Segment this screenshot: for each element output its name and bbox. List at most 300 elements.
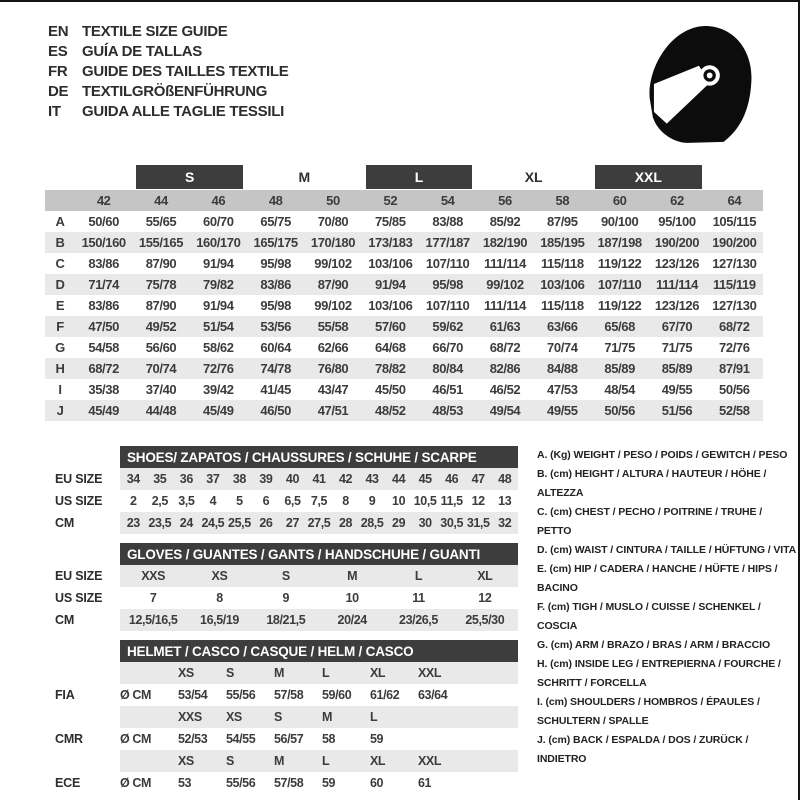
measurement-value: 119/122 [597,298,642,313]
helmet-row [55,750,518,772]
measurement-row [45,232,763,253]
shoes-value: 2 [129,494,137,508]
measurement-value: 37/40 [145,382,177,397]
gloves-value: XS [211,569,228,583]
measurement-value: 61/63 [489,319,521,334]
shoes-value: 40 [285,472,299,486]
measurement-value: 155/165 [138,235,184,250]
measurement-value: 185/195 [540,235,585,250]
measurement-value: 47/50 [88,319,119,334]
helmet-value: Ø CM [120,688,152,702]
helmet-cert-label: ECE [55,776,81,790]
helmet-value: M [274,666,285,680]
gloves-value: 10 [345,591,359,605]
language-code: FR [48,62,68,80]
measurement-value: 39/42 [203,382,234,397]
measurement-value: 115/118 [540,256,584,271]
helmet-value: Ø CM [120,776,152,790]
measurement-value: 107/110 [425,256,470,271]
measurement-value: 170/180 [310,235,356,250]
shoes-value: 9 [368,494,376,508]
measurement-value: 74/78 [260,361,291,376]
measurement-value: 87/95 [547,214,578,229]
helmet-value: 55/56 [226,688,256,702]
row-letter: D [55,277,65,292]
gloves-row [55,565,518,587]
measurement-value: 83/88 [432,214,463,229]
shoes-value: 5 [236,494,243,508]
row-letter: G [55,340,65,355]
size-number-cell: 62 [670,193,684,208]
measurement-value: 58/62 [203,340,234,355]
gloves-value: 18/21,5 [266,613,306,627]
measurement-value: 67/70 [661,319,693,334]
shoes-value: 29 [392,516,406,530]
measurement-value: 55/58 [317,319,349,334]
gloves-value: 20/24 [337,613,367,627]
shoes-value: 31,5 [466,516,490,530]
measurement-value: 49/55 [547,403,578,418]
measurement-value: 50/60 [88,214,119,229]
measurement-rows [45,211,763,421]
measurement-value: 68/72 [489,340,521,355]
gloves-value: 23/26,5 [399,613,438,627]
measurement-value: 71/75 [661,340,693,355]
helmet-cert-label [55,662,120,684]
measurement-value: 82/86 [489,361,521,376]
gloves-section [55,543,518,631]
shoes-value: 27 [285,516,299,530]
size-number-cell: 54 [440,193,455,208]
helmet-cert-label [55,750,120,772]
shoes-value: 30,5 [440,516,464,530]
language-title-list [48,21,288,121]
helmet-value: XS [178,666,194,680]
gloves-value: XXS [141,569,166,583]
measurement-value: 44/48 [145,403,177,418]
helmet-value: S [274,710,282,724]
shoes-value: 47 [471,472,485,486]
measurement-value: 85/89 [661,361,693,376]
gloves-value: L [414,569,423,583]
measurement-value: 76/80 [317,361,349,376]
helmet-value: M [322,710,333,724]
measurement-value: 52/58 [719,403,750,418]
size-number-cell: 58 [555,193,570,208]
helmet-row [55,706,518,728]
measurement-value: 46/51 [432,382,463,397]
shoes-value: 48 [498,472,512,486]
measurement-value: 187/198 [597,235,642,250]
shoes-value: 23,5 [148,516,172,530]
helmet-value: 59 [322,776,336,790]
size-band-cell [706,165,763,189]
measurement-value: 46/50 [260,403,291,418]
measurement-value: 99/102 [314,298,352,313]
measurement-value: 91/94 [375,277,406,292]
size-number-cell: 60 [612,193,627,208]
size-band-cell: M [298,169,311,185]
shoes-row [55,490,518,512]
measurement-value: 70/74 [547,340,578,355]
shoes-value: 6,5 [284,494,301,508]
measurement-value: 62/66 [317,340,349,355]
shoes-value: 41 [312,472,326,486]
shoes-row-label: US SIZE [55,494,103,508]
helmet-value: XL [370,754,386,768]
gloves-value: 9 [282,591,290,605]
shoes-value: 4 [209,494,217,508]
shoes-row-label: CM [55,516,75,530]
measurement-value: 64/68 [375,340,406,355]
measurement-value: 177/187 [425,235,470,250]
measurement-value: 95/98 [260,256,291,271]
gloves-row [55,609,518,631]
helmet-value: 55/56 [226,776,256,790]
measurement-value: 45/50 [375,382,406,397]
measurement-value: 65/75 [260,214,291,229]
measurement-value: 47/51 [317,403,349,418]
row-letter: B [55,235,65,250]
shoes-value: 42 [338,472,353,486]
measurement-value: 65/68 [604,319,635,334]
shoes-value: 34 [126,472,140,486]
measurement-row [45,211,763,232]
shoes-section [55,446,518,534]
shoes-value: 6 [262,494,270,508]
language-code: DE [48,82,69,100]
size-band-cell [45,165,132,189]
language-title: TEXTILGRÖßENFÜHRUNG [82,82,268,100]
measurement-value: 48/52 [375,403,406,418]
helmet-value: 52/53 [178,732,208,746]
legend-entry: E. (cm) HIP / CADERA / HANCHE / HÜFTE / HIPS / BACINO [537,563,778,594]
measurement-value: 70/80 [317,214,349,229]
helmet-value: XXL [418,666,442,680]
measurement-value: 119/122 [597,256,642,271]
measurement-value: 75/78 [145,277,177,292]
helmet-row [55,772,518,794]
measurement-value: 90/100 [600,214,639,229]
legend-entry: A. (Kg) WEIGHT / PESO / POIDS / GEWITCH / PESO [537,449,788,461]
measurement-value: 111/114 [483,256,527,271]
gloves-row-label: EU SIZE [55,569,103,583]
shoes-row [55,512,518,534]
shoes-value: 13 [498,494,512,508]
helmet-value: S [226,754,234,768]
size-number-cell: 46 [211,193,226,208]
measurement-value: 123/126 [654,298,700,313]
helmet-section [55,640,518,794]
legend-entry: H. (cm) INSIDE LEG / ENTREPIERNA / FOURCHE / SCHRITT / FORCELLA [537,658,781,689]
helmet-cert-label [55,706,120,728]
measurement-value: 80/84 [432,361,463,376]
shoes-value: 44 [392,472,406,486]
measurement-value: 99/102 [486,277,524,292]
measurement-value: 103/106 [540,277,585,292]
measurement-value: 115/118 [540,298,584,313]
measurement-value: 70/74 [145,361,177,376]
shoes-value: 27,5 [307,516,331,530]
measurement-value: 78/82 [375,361,406,376]
measurement-value: 49/52 [145,319,177,334]
row-letter: F [56,319,64,334]
measurement-value: 51/56 [661,403,693,418]
measurement-value: 56/60 [145,340,177,355]
measurement-value: 43/47 [317,382,349,397]
measurement-value: 48/54 [604,382,635,397]
helmet-value: 61/62 [370,688,400,702]
measurement-value: 95/100 [658,214,696,229]
legend-entry: D. (cm) WAIST / CINTURA / TAILLE / HÜFTUNG / VITA [537,544,797,556]
helmet-value: 58 [322,732,336,746]
helmet-value: 59 [370,732,384,746]
shoes-value: 30 [418,516,432,530]
measurement-value: 71/75 [604,340,635,355]
row-letter: A [55,214,65,229]
shoes-value: 39 [259,472,273,486]
measurement-value: 105/115 [712,214,757,229]
language-title-row [48,101,288,121]
measurement-value: 95/98 [260,298,291,313]
row-letter: J [56,403,64,418]
helmet-value: 57/58 [274,776,304,790]
measurement-value: 165/175 [253,235,298,250]
measurement-value: 127/130 [712,298,757,313]
helmet-rows [55,662,518,794]
row-letter: I [58,382,62,397]
measurement-legend [537,446,797,769]
measurement-value: 45/49 [88,403,119,418]
measurement-value: 127/130 [712,256,757,271]
size-number-cell: 48 [268,193,283,208]
shoes-value: 35 [153,472,167,486]
size-band-cell: XL [524,169,543,185]
helmet-value: XL [370,666,386,680]
measurement-value: 107/110 [597,277,642,292]
measurement-value: 123/126 [654,256,700,271]
language-title: GUÍA DE TALLAS [82,42,202,60]
helmet-row [55,684,518,706]
gloves-value: 7 [149,591,157,605]
measurement-value: 111/114 [483,298,527,313]
helmet-value: 59/60 [322,688,352,702]
measurement-value: 173/183 [368,235,413,250]
size-number-header-row [45,190,763,211]
row-letter: C [55,256,65,271]
legend-entry: J. (cm) BACK / ESPALDA / DOS / ZURÜCK / INDIETRO [537,734,749,765]
measurement-value: 59/62 [432,319,463,334]
measurement-row [45,379,763,400]
measurement-value: 55/65 [145,214,177,229]
measurement-value: 72/76 [203,361,234,376]
gloves-value: XL [477,569,493,583]
measurement-value: 182/190 [482,235,528,250]
measurement-value: 190/200 [712,235,757,250]
language-title: GUIDA ALLE TAGLIE TESSILI [82,102,284,120]
measurement-value: 72/76 [719,340,750,355]
measurement-value: 60/64 [260,340,291,355]
measurement-value: 84/88 [547,361,578,376]
helmet-value: 53 [178,776,192,790]
measurement-value: 83/86 [88,256,119,271]
row-letter: E [55,298,65,313]
measurement-value: 87/90 [145,256,177,271]
measurement-value: 75/85 [375,214,406,229]
shoes-value: 32 [498,516,512,530]
measurement-value: 71/74 [88,277,119,292]
shoes-value: 37 [206,472,220,486]
gloves-row-label: CM [55,613,75,627]
language-title: TEXTILE SIZE GUIDE [82,22,228,40]
measurement-value: 111/114 [655,277,699,292]
size-band-cell: XXL [595,165,702,189]
measurement-value: 46/52 [489,382,521,397]
measurement-value: 63/66 [547,319,578,334]
measurement-value: 49/55 [661,382,693,397]
shoes-value: 3,5 [178,494,195,508]
measurement-value: 99/102 [314,256,352,271]
shoes-value: 10,5 [413,494,437,508]
helmet-row [55,728,518,750]
measurement-row [45,253,763,274]
helmet-value: 60 [370,776,384,790]
language-code: EN [48,22,69,40]
language-code: ES [48,42,68,60]
measurement-value: 50/56 [719,382,750,397]
shoes-value: 45 [418,472,432,486]
language-title: GUIDE DES TAILLES TEXTILE [82,62,289,80]
helmet-value: S [226,666,234,680]
measurement-value: 83/86 [88,298,119,313]
measurement-value: 48/53 [432,403,463,418]
size-number-cell: 44 [154,193,168,208]
helmet-value: XXS [178,710,202,724]
measurement-value: 60/70 [203,214,234,229]
legend-entry: G. (cm) ARM / BRAZO / BRAS / ARM / BRACCIO [537,639,771,651]
shoes-value: 10 [392,494,406,508]
shoes-value: 43 [365,472,379,486]
language-title-row [48,21,288,41]
helmet-value: L [322,666,330,680]
size-number-cell: 52 [383,193,398,208]
measurement-row [45,358,763,379]
measurement-value: 103/106 [368,256,413,271]
helmet-value: 54/55 [226,732,256,746]
shoes-value: 26 [259,516,273,530]
measurement-row [45,337,763,358]
textile-size-table [45,164,763,421]
measurement-row [45,316,763,337]
shoes-row-label: EU SIZE [55,472,103,486]
helmet-value: XXL [418,754,442,768]
legend-entry: F. (cm) TIGH / MUSLO / CUISSE / SCHENKEL / COSCIA [537,601,761,632]
shoes-section-header: SHOES/ ZAPATOS / CHAUSSURES / SCHUHE / SCARPE [120,446,518,468]
measurement-row [45,274,763,295]
language-title-row [48,81,288,101]
helmet-value: 57/58 [274,688,304,702]
language-title-row [48,61,288,81]
shoes-value: 24 [179,516,193,530]
measurement-value: 54/58 [88,340,119,355]
gloves-row-label: US SIZE [55,591,103,605]
gloves-value: 11 [412,591,425,605]
helmet-value: Ø CM [120,732,152,746]
measurement-value: 35/38 [88,382,119,397]
shoes-value: 46 [445,472,459,486]
helmet-cert-label: FIA [55,688,75,702]
helmet-cert-label: CMR [55,732,83,746]
measurement-value: 87/90 [145,298,177,313]
gloves-row [55,587,518,609]
measurement-value: 68/72 [88,361,119,376]
helmet-row [55,662,518,684]
shoes-value: 8 [342,494,349,508]
shoes-rows [55,468,518,534]
size-band-cell: L [366,165,473,189]
gloves-section-header: GLOVES / GUANTES / GANTS / HANDSCHUHE / GUANTI [120,543,518,565]
measurement-value: 85/89 [604,361,635,376]
shoes-value: 36 [179,472,193,486]
measurement-value: 150/160 [81,235,126,250]
shoes-value: 28 [338,516,353,530]
measurement-value: 57/60 [375,319,406,334]
measurement-value: 87/91 [719,361,750,376]
measurement-value: 190/200 [654,235,700,250]
measurement-value: 45/49 [203,403,234,418]
measurement-value: 85/92 [489,214,521,229]
shoes-value: 7,5 [310,494,328,508]
gloves-value: 12,5/16,5 [128,613,178,627]
measurement-value: 91/94 [203,298,234,313]
measurement-value: 160/170 [196,235,241,250]
helmet-section-header: HELMET / CASCO / CASQUE / HELM / CASCO [120,640,518,662]
gloves-value: 25,5/30 [465,613,505,627]
measurement-value: 51/54 [203,319,234,334]
shoes-value: 25,5 [228,516,251,530]
measurement-value: 83/86 [260,277,291,292]
gloves-value: 12 [478,591,492,605]
helmet-value: L [322,754,330,768]
measurement-value: 79/82 [203,277,234,292]
size-band-cell: S [136,165,243,189]
gloves-value: 16,5/19 [200,613,239,627]
measurement-value: 95/98 [432,277,463,292]
shoes-value: 11,5 [440,494,463,508]
size-number-cell: 64 [727,193,742,208]
measurement-row [45,295,763,316]
helmet-value: XS [178,754,194,768]
gloves-rows [55,565,518,631]
size-number-cell: 42 [96,193,111,208]
language-code: IT [48,102,61,120]
measurement-value: 115/119 [712,277,756,292]
helmet-value: 61 [418,776,432,790]
shoes-value: 2,5 [151,494,168,508]
helmet-value: 63/64 [418,688,448,702]
helmet-value: M [274,754,285,768]
measurement-value: 68/72 [719,319,750,334]
measurement-value: 87/90 [317,277,349,292]
language-title-row [48,41,288,61]
helmet-value: L [370,710,378,724]
shoes-value: 23 [126,516,140,530]
measurement-value: 103/106 [368,298,413,313]
shoes-value: 12 [471,494,485,508]
measurement-value: 66/70 [432,340,463,355]
gloves-value: 8 [216,591,223,605]
frame-top-border [0,0,800,2]
